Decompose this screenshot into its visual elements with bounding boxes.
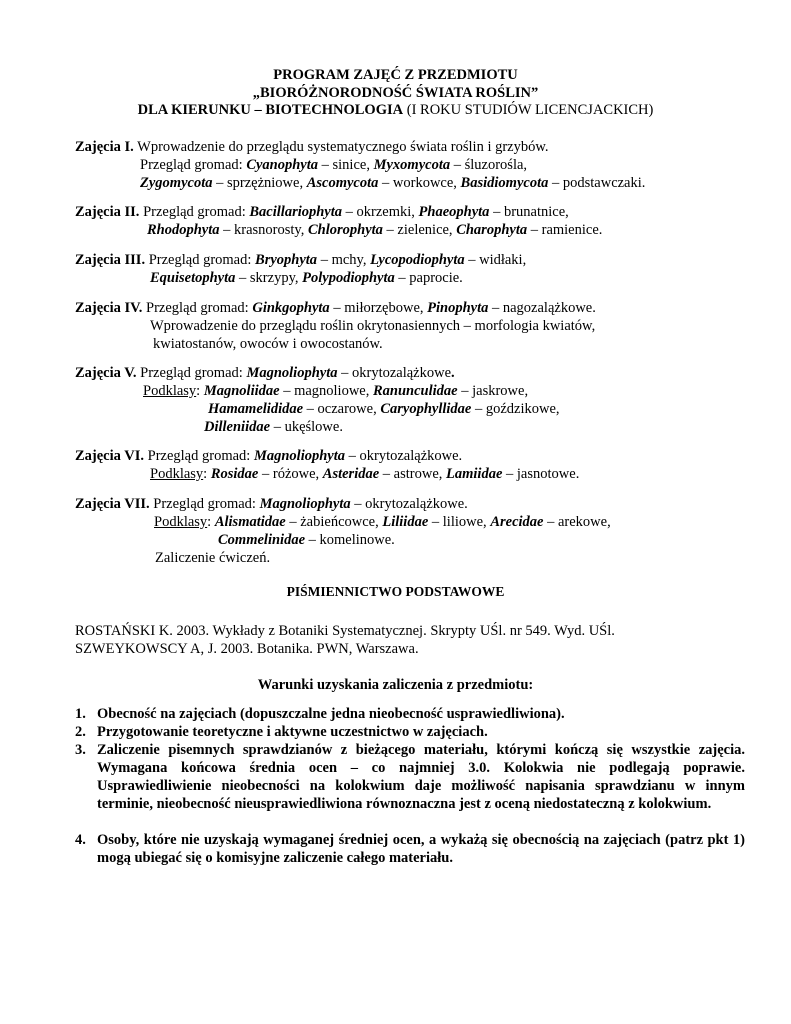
text: Przegląd gromad: xyxy=(149,496,260,512)
text: Przegląd gromad: xyxy=(139,204,250,220)
taxon: Lamiidae xyxy=(446,466,503,482)
class-2-label: Zajęcia II. xyxy=(75,204,140,220)
taxon: Caryophyllidae xyxy=(380,401,472,417)
conditions-title: Warunki uzyskania zaliczenia z przedmiotu: xyxy=(257,677,534,693)
class-1-line-2 xyxy=(140,156,527,174)
text: – mchy, xyxy=(317,252,371,268)
subclass-label: Podklasy xyxy=(154,514,208,530)
class-7-label: Zajęcia VII. xyxy=(75,496,150,512)
taxon: Bryophyta xyxy=(255,252,318,268)
text: Przegląd gromad: xyxy=(140,157,247,173)
condition-text: Zaliczenie pisemnych sprawdzianów z bieżącego materiału, którymi kończą się wszystkie zajęcia. Wymagana końcowa średnia ocen – co najmniej 3.0. Kolokwia nie podlegają poprawie. Usprawiedliwienie nieobecności na kolokwium daje możliwość napisania sprawdzianu w innym terminie, nieobecność nieusprawiedliwiona równoznaczna jest z oceną niedostateczną z kolokwium. xyxy=(97,742,745,812)
taxon: Bacillariophyta xyxy=(249,204,343,220)
literature-title: PIŚMIENNICTWO PODSTAWOWE xyxy=(286,584,505,599)
taxon: Hamamelididae xyxy=(208,401,304,417)
taxon: Charophyta xyxy=(456,222,528,238)
condition-item-2 xyxy=(75,723,745,741)
class-6-label: Zajęcia VI. xyxy=(75,448,145,464)
taxon: Zygomycota xyxy=(140,175,213,191)
taxon: Equisetophyta xyxy=(150,270,236,286)
class-7-line-4: Zaliczenie ćwiczeń. xyxy=(155,550,271,566)
class-2-line-1 xyxy=(75,203,569,221)
taxon: Alismatidae xyxy=(214,514,286,530)
class-6-line-1 xyxy=(75,447,462,465)
text: – okrzemki, xyxy=(342,204,419,220)
class-1-label: Zajęcia I. xyxy=(75,139,134,155)
text: – nagozalążkowe. xyxy=(488,300,596,316)
class-7-line-3 xyxy=(218,531,395,549)
class-5-line-4 xyxy=(204,418,343,436)
text: – ukęślowe. xyxy=(270,419,343,435)
text: : xyxy=(196,383,204,399)
taxon: Rosidae xyxy=(210,466,259,482)
condition-item-4 xyxy=(75,831,745,867)
text: – astrowe, xyxy=(379,466,447,482)
taxon: Liliidae xyxy=(382,514,429,530)
class-7-line-2 xyxy=(154,513,611,531)
taxon: Polypodiophyta xyxy=(302,270,395,286)
condition-item-1 xyxy=(75,705,745,723)
condition-text: Osoby, które nie uzyskają wymaganej średniej ocen, a wykażą się obecnością na zajęciach (patrz pkt 1) mogą ubiegać się o komisyjne zaliczenie całego materiału. xyxy=(97,832,745,866)
subclass-label: Podklasy xyxy=(150,466,204,482)
taxon: Pinophyta xyxy=(427,300,489,316)
condition-text: Obecność na zajęciach (dopuszczalne jedna nieobecność usprawiedliwiona). xyxy=(97,706,565,722)
class-4-line-2: Wprowadzenie do przeglądu roślin okrytonasiennych – morfologia kwiatów, xyxy=(150,318,596,334)
text: – magnoliowe, xyxy=(279,383,373,399)
text: – komelinowe. xyxy=(305,532,395,548)
text: Przegląd gromad: xyxy=(136,365,247,381)
class-4-label: Zajęcia IV. xyxy=(75,300,143,316)
taxon: Magnoliidae xyxy=(203,383,280,399)
taxon: Ascomycota xyxy=(306,175,379,191)
text: – różowe, xyxy=(258,466,323,482)
text: – brunatnice, xyxy=(489,204,569,220)
taxon: Chlorophyta xyxy=(307,222,383,238)
text: – goździkowe, xyxy=(471,401,560,417)
text: – krasnorosty, xyxy=(219,222,308,238)
taxon: Arecidae xyxy=(490,514,544,530)
text: – ramienice. xyxy=(527,222,603,238)
text: Przegląd gromad: xyxy=(142,300,253,316)
title-year: (I ROKU STUDIÓW LICENCJACKICH) xyxy=(403,102,654,118)
literature-item: ROSTAŃSKI K. 2003. Wykłady z Botaniki Systematycznej. Skrypty UŚl. nr 549. Wyd. UŚl. xyxy=(75,623,615,639)
taxon: Cyanophyta xyxy=(246,157,319,173)
class-1-text: Wprowadzenie do przeglądu systematycznego świata roślin i grzybów. xyxy=(133,139,549,155)
doc-title-line-3 xyxy=(0,101,791,119)
text: – skrzypy, xyxy=(235,270,303,286)
taxon: Ranunculidae xyxy=(373,383,458,399)
class-3-line-1 xyxy=(75,251,526,269)
text: – podstawczaki. xyxy=(548,175,646,191)
text: – jaskrowe, xyxy=(457,383,529,399)
class-1-line-1 xyxy=(75,138,549,156)
text: – okrytozalążkowe xyxy=(337,365,452,381)
class-5-line-1: Zajęcia V. Przegląd gromad: Magnoliophyta – okrytozalążkowe. xyxy=(75,365,455,381)
text: – arekowe, xyxy=(543,514,611,530)
text: – okrytozalążkowe. xyxy=(350,496,468,512)
class-6-line-2 xyxy=(150,465,579,483)
class-5-label: Zajęcia V. xyxy=(75,365,137,381)
text: Przegląd gromad: xyxy=(144,448,254,464)
condition-number: 3. xyxy=(75,742,86,758)
taxon: Commelinidae xyxy=(218,532,305,548)
text: – jasnotowe. xyxy=(502,466,580,482)
doc-title-line-1: PROGRAM ZAJĘĆ Z PRZEDMIOTU xyxy=(273,67,518,83)
class-1-line-3 xyxy=(140,174,645,192)
class-4-line-3: kwiatostanów, owoców i owocostanów. xyxy=(153,336,383,352)
taxon: Rhodophyta xyxy=(147,222,220,238)
taxon: Lycopodiophyta xyxy=(370,252,465,268)
class-7-line-1 xyxy=(75,495,468,513)
class-5-line-3 xyxy=(208,400,560,418)
class-3-line-2 xyxy=(150,269,463,287)
doc-title-line-2: „BIORÓŻNORODNOŚĆ ŚWIATA ROŚLIN” xyxy=(252,85,539,101)
text: – workowce, xyxy=(378,175,461,191)
text: : xyxy=(207,514,215,530)
condition-number: 1. xyxy=(75,706,86,722)
class-4-line-1 xyxy=(75,299,596,317)
text: – widłaki, xyxy=(464,252,527,268)
text: – oczarowe, xyxy=(303,401,381,417)
condition-number: 4. xyxy=(75,832,86,848)
class-5-line-2 xyxy=(143,382,528,400)
taxon: Magnoliophyta xyxy=(253,448,345,464)
class-3-label: Zajęcia III. xyxy=(75,252,146,268)
condition-text: Przygotowanie teoretyczne i aktywne uczestnictwo w zajęciach. xyxy=(97,724,488,740)
condition-item-3 xyxy=(75,741,745,813)
text: – śluzorośla, xyxy=(450,157,528,173)
text: – okrytozalążkowe. xyxy=(345,448,463,464)
taxon: Phaeophyta xyxy=(418,204,490,220)
subclass-label: Podklasy xyxy=(143,383,197,399)
text: – miłorzębowe, xyxy=(329,300,428,316)
title-program: DLA KIERUNKU – BIOTECHNOLOGIA xyxy=(137,102,404,118)
text: : xyxy=(203,466,211,482)
text: – żabieńcowce, xyxy=(285,514,383,530)
text: – zielenice, xyxy=(382,222,457,238)
taxon: Myxomycota xyxy=(373,157,451,173)
text: – sprzężniowe, xyxy=(212,175,307,191)
taxon: Ginkgophyta xyxy=(252,300,330,316)
taxon: Asteridae xyxy=(322,466,380,482)
text: – paprocie. xyxy=(394,270,463,286)
taxon: Basidiomycota xyxy=(460,175,549,191)
text: – sinice, xyxy=(318,157,374,173)
text: Przegląd gromad: xyxy=(145,252,256,268)
literature-item: SZWEYKOWSCY A, J. 2003. Botanika. PWN, Warszawa. xyxy=(75,641,419,657)
taxon: Magnoliophyta xyxy=(246,365,338,381)
taxon: Dilleniidae xyxy=(204,419,271,435)
taxon: Magnoliophyta xyxy=(259,496,351,512)
condition-number: 2. xyxy=(75,724,86,740)
class-2-line-2 xyxy=(147,221,602,239)
text: – liliowe, xyxy=(428,514,491,530)
